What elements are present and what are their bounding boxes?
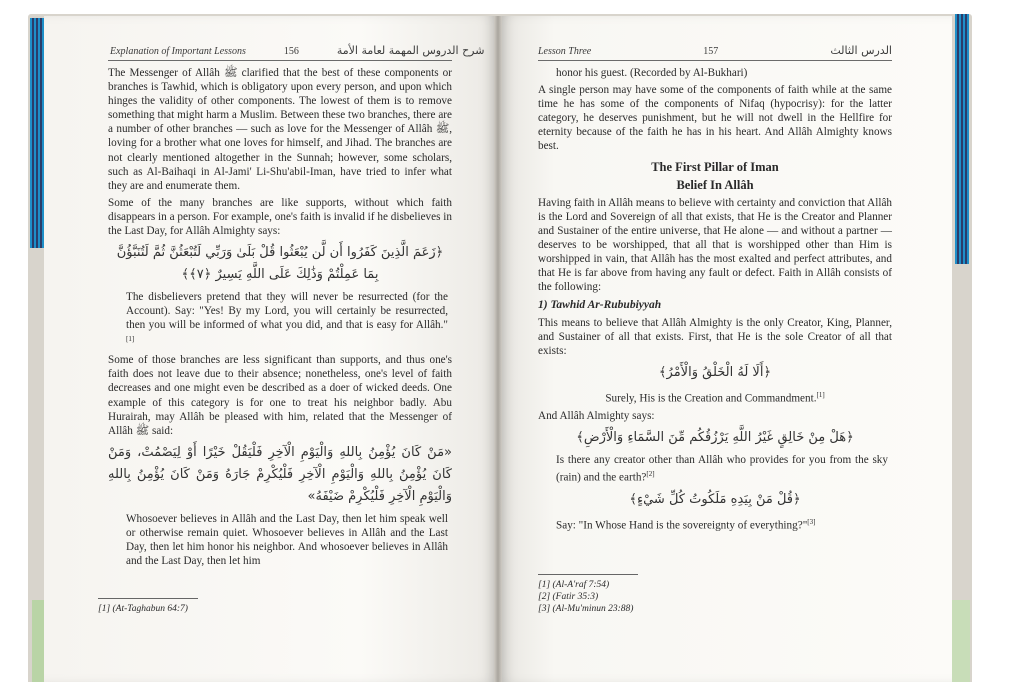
right-paragraph-2: Having faith in Allâh means to believe with certainty and conviction that Allâh is the Lord and Sovereign of all that exists, that He is the Creator and Planner and Sustainer of the entire universe, that He alone — and without a partner — deserves to be worshipped, that all that is worshipped other than Him is worshipped in vain, that Allâh has the most exalted and perfect attributes, and that He is far above from having any fault or defect. Faith in Allâh consists of the following: [538, 196, 892, 294]
left-paragraph-3: Some of those branches are less significant than supports, and thus one's faith does not leave due to their absence; nonetheless, one's level of faith decreases and one might even be described as a doer of wicked deeds. One example of this category is for one to treat his neighbor badly. Abu Hurairah, may Allâh be pleased with him, related that the Messenger of Allâh ﷺ said: [108, 354, 452, 437]
right-page-body [538, 66, 892, 535]
cover-edge-pattern-right [955, 14, 969, 264]
right-header-title: Lesson Three [538, 46, 592, 57]
right-quote-3: Say: "In Whose Hand is the sovereignty of everything?"[3] [556, 517, 816, 532]
left-footnote-1: [1] (At-Taghabun 64:7) [98, 604, 188, 614]
left-paragraph-1: The Messenger of Allâh ﷺ clarified that the best of these components or branches is Tawhid, which is obligatory upon every person, and upon which hinges the validity of other components. The lowest of them is to remove something that might harm a Muslim. Between these two branches, there are a number of other branches — such as love for the Messenger of Allâh ﷺ, loving for a brother what one loves for himself, and Jihad. The branches are not clearly mentioned altogether in the Sunnah; however, some scholars, such as Al-Baihaqi in Al-Jami' Li-Shu'abil-Iman, have tried to infer what they are and enumerate them. [108, 67, 452, 192]
right-paragraph-1: A single person may have some of the components of faith while at the same time he has some of the components of Nifaq (hypocrisy): for the latter category, he deserves punishment, but he will not dwell in the Hellfire for eternity because of the faith he has in his heart. And Allâh Almighty knows best. [538, 84, 892, 153]
right-page-number: 157 [703, 46, 719, 57]
right-quote-3-ref: [3] [807, 517, 816, 526]
right-quote-2-ref: [2] [646, 469, 655, 478]
left-page-header [110, 44, 485, 57]
right-footnote-3: [3] (Al-Mu'minun 23:88) [538, 604, 634, 614]
left-footnote-rule [98, 598, 198, 599]
right-arabic-verse-3: ﴿قُلْ مَنْ بِيَدِهِ مَلَكُوتُ كُلِّ شَيْءٍ﴾ [629, 491, 801, 507]
right-page-header [538, 44, 892, 57]
background [0, 682, 1024, 696]
left-arabic-verse-1: ﴿زَعَمَ الَّذِينَ كَفَرُوا أَن لَّن يُبْعَثُوا قُلْ بَلَىٰ وَرَبِّي لَتُبْعَثُنَّ ثُمَّ لَتُنَبَّؤُنَّ بِمَا عَمِلْتُمْ وَذَٰلِكَ عَلَى اللَّهِ يَسِيرٌ ﴿٧﴾﴾ [116, 245, 444, 283]
right-footnotes [538, 566, 892, 615]
right-footnote-2: [2] (Fatir 35:3) [538, 592, 599, 602]
left-paragraph-2: Some of the many branches are like supports, without which faith disappears in a person. For example, one's faith is invalid if he disbelieves in the Last Day, for Allâh Almighty says: [108, 196, 452, 238]
right-heading-2: Belief In Allâh [676, 177, 754, 192]
right-arabic-verse-2: ﴿هَلْ مِنْ خَالِقٍ غَيْرُ اللَّهِ يَرْزُقُكُم مِّنَ السَّمَاءِ وَالْأَرْضِ﴾ [576, 429, 854, 445]
left-quote-2: Whosoever believes in Allâh and the Last Day, then let him speak well or otherwise remain quiet. Whosoever believes in Allâh and the Last Day, then let him honor his neighbor. And whosoever believes in Allâh and the Last Day, then let him [126, 512, 448, 568]
right-footnote-rule [538, 574, 638, 575]
right-quote-1: Surely, His is the Creation and Commandment.[1] [605, 390, 825, 405]
right-quote-2: Is there any creator other than Allâh who provides for you from the sky (rain) and the earth?[2] [556, 453, 888, 484]
right-arabic-verse-1: ﴿أَلَا لَهُ الْخَلْقُ وَالْأَمْرُ﴾ [658, 364, 772, 380]
left-header-rule [108, 60, 452, 61]
right-heading-1: The First Pillar of Iman [651, 159, 779, 174]
left-arabic-hadith: «مَنْ كَانَ يُؤْمِنُ بِاللهِ وَالْيَوْمِ الْآخِرِ فَلْيَقُلْ خَيْرًا أَوْ لِيَصْمُتْ، وَمَنْ كَانَ يُؤْمِنُ بِاللهِ وَالْيَوْمِ الْآخِرِ فَلْيُكْرِمْ جَارَهُ وَمَنْ كَانَ يُؤْمِنُ بِاللهِ وَالْيَوْمِ الْآخِرِ فَلْيُكْرِمْ ضَيْفَهُ» [108, 444, 452, 504]
right-subheading: 1) Tawhid Ar-Rububiyyah [538, 299, 662, 312]
left-header-arabic: شرح الدروس المهمة لعامة الأمة [336, 44, 485, 57]
right-paragraph-4: And Allâh Almighty says: [538, 409, 655, 422]
cover-edge-pattern-left [30, 18, 44, 248]
right-quote-1-ref: [1] [816, 390, 825, 399]
left-quote-1-ref: [1] [126, 335, 135, 344]
right-header-arabic: الدرس الثالث [830, 44, 892, 57]
book-spine [494, 16, 502, 682]
right-continuation: honor his guest. (Recorded by Al-Bukhari) [556, 67, 748, 79]
left-page-body [108, 66, 452, 571]
left-quote-1: The disbelievers pretend that they will never be resurrected (for the Account). Say: "Yes! By my Lord, you will certainly be resurrected, then you will be informed of what you did, and that is easy for Allâh."[1] [126, 291, 448, 344]
right-header-rule [538, 60, 892, 61]
left-header-title: Explanation of Important Lessons [110, 46, 246, 57]
right-paragraph-3: This means to believe that Allâh Almighty is the only Creator, King, Planner, and Sustainer of all that exists. First, that He is the sole Creator of all that exists: [538, 316, 892, 357]
right-footnote-1: [1] (Al-A'raf 7:54) [538, 580, 610, 590]
left-footnotes [98, 590, 452, 615]
left-page-number: 156 [283, 46, 299, 57]
